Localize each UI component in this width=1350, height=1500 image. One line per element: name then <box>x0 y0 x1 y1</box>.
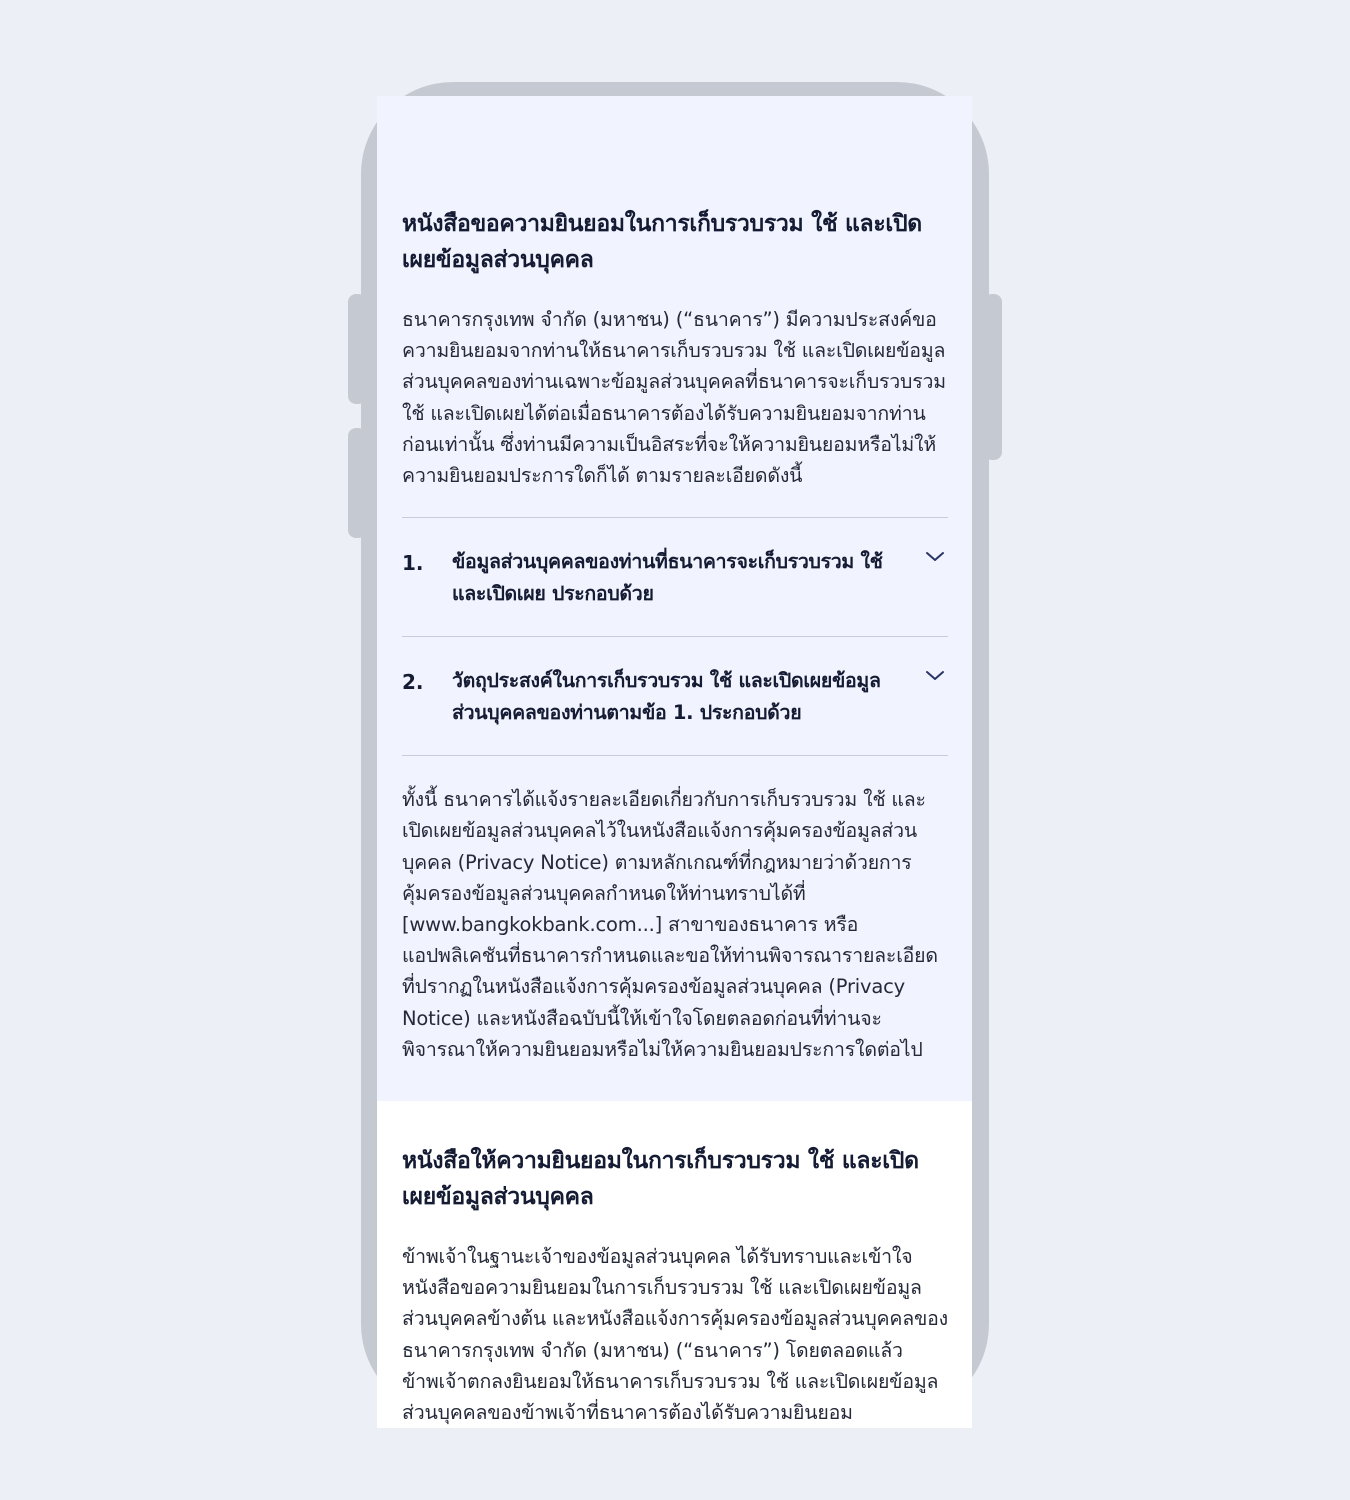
privacy-notice-paragraph: ทั้งนี้ ธนาคารได้แจ้งรายละเอียดเกี่ยวกับการเก็บรวบรวม ใช้ และเปิดเผยข้อมูลส่วนบุคคลไว้ในหนังสือแจ้งการคุ้มครองข้อมูลส่วนบุคคล (Privacy Notice) ตามหลักเกณฑ์ที่กฎหมายว่าด้วยการคุ้มครองข้อมูลส่วนบุคคลกำหนดให้ท่านทราบได้ที่ [www.bangkokbank.com...] สาขาของธนาคาร หรือแอปพลิเคชันที่ธนาคารกำหนดและขอให้ท่านพิจารณารายละเอียดที่ปรากฏในหนังสือแจ้งการคุ้มครองข้อมูลส่วนบุคคล (Privacy Notice) และหนังสือฉบับนี้ให้เข้าใจโดยตลอดก่อนที่ท่านจะพิจารณาให้ความยินยอมหรือไม่ให้ความยินยอมประการใดต่อไป <box>402 788 938 1061</box>
accordion-item-number: 2. <box>402 670 424 695</box>
chevron-down-icon[interactable] <box>924 667 946 683</box>
consent-request-intro: ธนาคารกรุงเทพ จำกัด (มหาชน) (“ธนาคาร”) มีความประสงค์ขอความยินยอมจากท่านให้ธนาคารเก็บรวบรวม ใช้ และเปิดเผยข้อมูลส่วนบุคคลของท่านเฉพาะข้อมูลส่วนบุคคลที่ธนาคารจะเก็บรวบรวม ใช้ และเปิดเผยได้ต่อเมื่อธนาคารต้องได้รับความยินยอมจากท่านก่อนเท่านั้น ซึ่งท่านมีความเป็นอิสระที่จะให้ความยินยอมหรือไม่ให้ความยินยอมประการใดก็ได้ ตามรายละเอียดดังนี้ <box>402 308 946 488</box>
accordion-item-personal-data[interactable] <box>402 518 948 637</box>
accordion-item-label: ข้อมูลส่วนบุคคลของท่านที่ธนาคารจะเก็บรวบรวม ใช้ และเปิดเผย ประกอบด้วย <box>452 550 883 605</box>
phone-screen[interactable] <box>377 96 972 1425</box>
consent-request-title: หนังสือขอความยินยอมในการเก็บรวบรวม ใช้ และเปิดเผยข้อมูลส่วนบุคคล <box>402 211 922 273</box>
accordion-item-label: วัตถุประสงค์ในการเก็บรวบรวม ใช้ และเปิดเผยข้อมูลส่วนบุคคลของท่านตามข้อ 1. ประกอบด้วย <box>452 669 881 724</box>
consent-request-section <box>377 96 972 1101</box>
consent-grant-section <box>377 1101 972 1428</box>
accordion-item-number: 1. <box>402 551 424 576</box>
accordion-item-purpose[interactable] <box>402 637 948 756</box>
chevron-down-icon[interactable] <box>924 548 946 564</box>
consent-accordion <box>402 517 948 756</box>
consent-grant-body: ข้าพเจ้าในฐานะเจ้าของข้อมูลส่วนบุคคล ได้รับทราบและเข้าใจหนังสือขอความยินยอมในการเก็บรวบรวม ใช้ และเปิดเผยข้อมูลส่วนบุคคลข้างต้น และหนังสือแจ้งการคุ้มครองข้อมูลส่วนบุคคลของธนาคารกรุงเทพ จำกัด (มหาชน) (“ธนาคาร”) โดยตลอดแล้ว ข้าพเจ้าตกลงยินยอมให้ธนาคารเก็บรวบรวม ใช้ และเปิดเผยข้อมูลส่วนบุคคลของข้าพเจ้าที่ธนาคารต้องได้รับความยินยอม <box>402 1245 948 1425</box>
consent-grant-title: หนังสือให้ความยินยอมในการเก็บรวบรวม ใช้ และเปิดเผยข้อมูลส่วนบุคคล <box>402 1148 919 1211</box>
